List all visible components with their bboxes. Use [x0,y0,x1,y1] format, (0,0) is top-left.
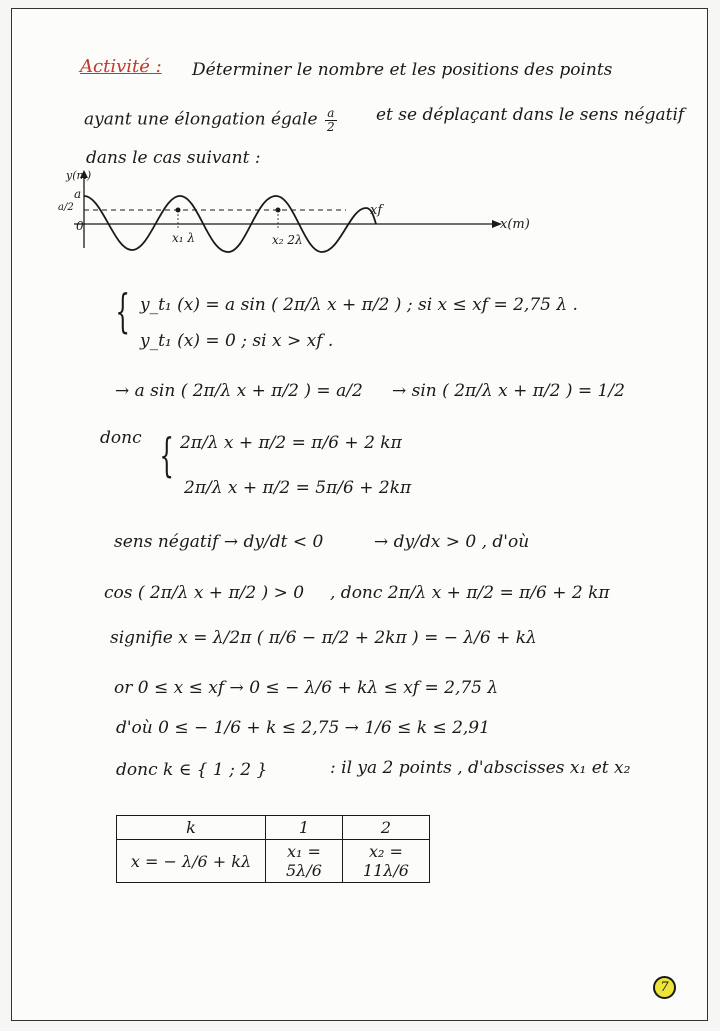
activity-title: Activité : [80,56,162,77]
intro-line-3: dans le cas suivant : [86,148,261,168]
table-row [117,840,430,883]
intro-line-2a: ayant une élongation égale $\frac{a}{2}$ [84,106,335,134]
y-axis-label: y(m) [66,169,92,182]
xf-label: xf [370,203,383,218]
intro-line-2b: et se déplaçant dans le sens négatif [376,105,685,125]
donc-brace: { [159,428,174,482]
donc-line-2: 2π/λ x + π/2 = 5π/6 + 2kπ [184,478,412,498]
table-cell: x₂ = 11λ/6 [342,840,429,883]
system-line-1: y_t₁ (x) = a sin ( 2π/λ x + π/2 ) ; si x ≤ xf = 2,75 λ . [140,295,578,315]
final-line-right: : il ya 2 points , d'abscisses x₁ et x₂ [330,758,631,778]
cos-line-right: , donc 2π/λ x + π/2 = π/6 + 2 kπ [330,583,610,603]
x2-label: x₂ 2λ [272,233,303,247]
table-cell: x₁ = 5λ/6 [266,840,343,883]
dou-line: d'où 0 ≤ − 1/6 + k ≤ 2,75 → 1/6 ≤ k ≤ 2,91 [116,718,490,738]
sens-negatif-left: sens négatif → dy/dt < 0 [114,532,324,552]
origin-label: 0 [76,219,84,233]
intro-line-1: Déterminer le nombre et les positions des points [192,60,613,80]
wave-graph [56,168,556,258]
donc-line-1: 2π/λ x + π/2 = π/6 + 2 kπ [180,433,402,453]
x1-label: x₁ λ [172,231,195,245]
signifie-line: signifie x = λ/2π ( π/6 − π/2 + 2kπ ) = − λ/6 + kλ [110,628,537,648]
or-line: or 0 ≤ x ≤ xf → 0 ≤ − λ/6 + kλ ≤ xf = 2,75 λ [114,678,499,698]
table-cell: x = − λ/6 + kλ [117,840,266,883]
page-number-badge: 7 [653,976,676,999]
system-brace: { [115,284,130,338]
a-half-label: a/2 [58,202,74,213]
sens-negatif-right: → dy/dx > 0 , d'où [374,532,530,552]
x-axis-label: x(m) [500,217,530,232]
final-line-left: donc k ∈ { 1 ; 2 } [116,760,268,780]
table-header-cell: k [117,816,266,840]
equation-1-right: → sin ( 2π/λ x + π/2 ) = 1/2 [392,381,625,401]
k-table [116,815,430,883]
a-label: a [74,187,82,201]
equation-1-left: → a sin ( 2π/λ x + π/2 ) = a/2 [115,381,363,401]
donc-label: donc [100,428,142,448]
fraction-a-over-2: $\frac{a}{2}$ [326,106,335,134]
system-line-2: y_t₁ (x) = 0 ; si x > xf . [140,331,334,351]
table-row [117,816,430,840]
table-header-cell: 1 [266,816,343,840]
table-header-cell: 2 [342,816,429,840]
cos-line-left: cos ( 2π/λ x + π/2 ) > 0 [104,583,305,603]
